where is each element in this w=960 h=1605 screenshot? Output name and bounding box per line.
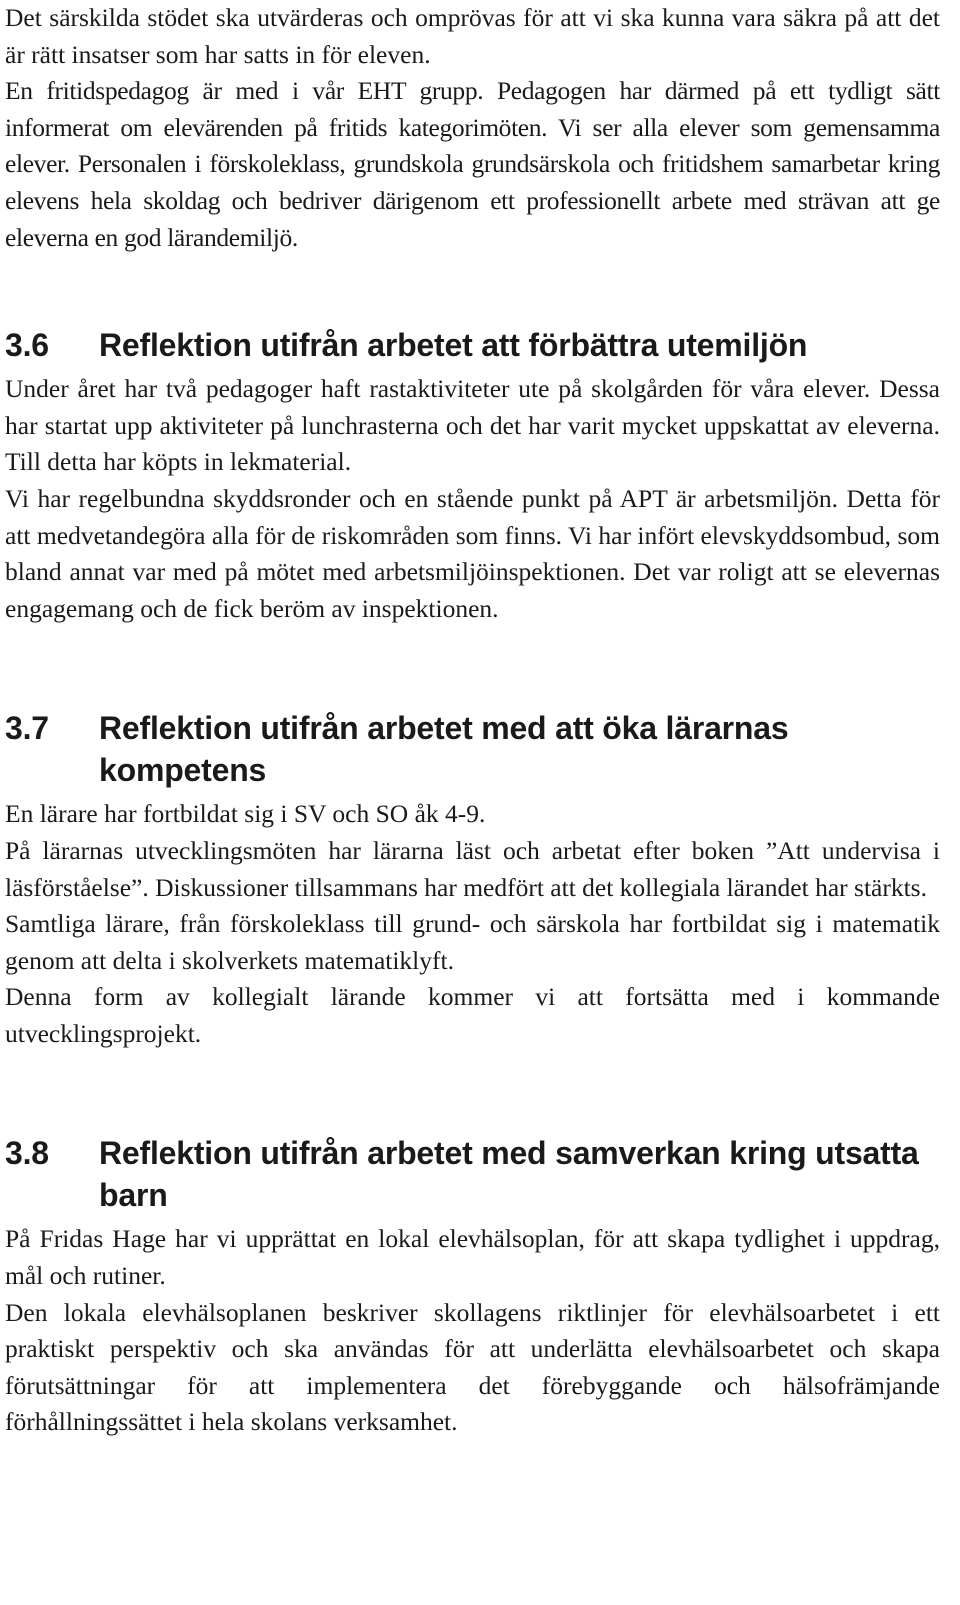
- body-paragraph: På Fridas Hage har vi upprättat en lokal elevhälsoplan, för att skapa tydlighet i uppdrag, mål och rutiner.: [5, 1224, 940, 1291]
- body-paragraph: Under året har två pedagoger haft rastaktiviteter ute på skolgården för våra elever. Dessa har startat upp aktiviteter på lunchrasterna och det har varit mycket uppskattat av eleverna. Till detta har köpts in lekmaterial.: [5, 374, 940, 477]
- section-spacer: [5, 256, 940, 324]
- section-heading: [5, 1132, 940, 1216]
- section-3-7: [5, 707, 940, 1052]
- section-spacer: [5, 1052, 940, 1132]
- body-paragraph: På lärarnas utvecklingsmöten har lärarna läst och arbetat efter boken ”Att undervisa i läsförståelse”. Diskussioner tillsammans har medfört att det kollegiala lärandet har stärkts.: [5, 835, 940, 902]
- section-heading: [5, 707, 940, 791]
- body-paragraph: Denna form av kollegialt lärande kommer vi att fortsätta med i kommande utvecklingsprojekt.: [5, 982, 940, 1048]
- section-spacer: [5, 627, 940, 707]
- section-number: 3.8: [5, 1135, 49, 1172]
- document-page: [5, 0, 940, 1441]
- intro-section: [5, 0, 940, 256]
- body-paragraph: Det särskilda stödet ska utvärderas och omprövas för att vi ska kunna vara säkra på att det är rätt insatser som har satts in för eleven.: [5, 3, 940, 69]
- section-3-6: [5, 324, 940, 627]
- body-paragraph: En lärare har fortbildat sig i SV och SO åk 4-9.: [5, 799, 486, 829]
- section-3-8: [5, 1132, 940, 1441]
- section-title: Reflektion utifrån arbetet med att öka lärarnas kompetens: [99, 710, 789, 789]
- section-number: 3.6: [5, 327, 49, 364]
- body-paragraph: En fritidspedagog är med i vår EHT grupp. Pedagogen har därmed på ett tydligt sätt informerat om elevärenden på fritids kategorimöten. Vi ser alla elever som gemensamma elever. Personalen i förskoleklass, grundskola grundsärskola och fritidshem samarbetar kring elevens hela skoldag och bedriver därigenom ett professionellt arbete med strävan att ge eleverna en god lärandemiljö.: [5, 76, 940, 252]
- section-title: Reflektion utifrån arbetet med samverkan kring utsatta barn: [99, 1135, 919, 1214]
- body-paragraph: Samtliga lärare, från förskoleklass till grund- och särskola har fortbildat sig i matematik genom att delta i skolverkets matematiklyft.: [5, 909, 940, 975]
- section-title: Reflektion utifrån arbetet att förbättra utemiljön: [99, 327, 808, 364]
- section-number: 3.7: [5, 710, 49, 747]
- body-paragraph: Den lokala elevhälsoplanen beskriver skollagens riktlinjer för elevhälsoarbetet i ett praktiskt perspektiv och ska användas för att underlätta elevhälsoarbetet och skapa förutsättningar för att implementera det förebyggande och hälsofrämjande förhållningssättet i hela skolans verksamhet.: [5, 1297, 940, 1437]
- section-heading: [5, 324, 940, 366]
- body-paragraph: Vi har regelbundna skyddsronder och en stående punkt på APT är arbetsmiljön. Detta för att medvetandegöra alla för de riskområden som finns. Vi har infört elevskyddsombud, som bland annat var med på mötet med arbetsmiljöinspektionen. Det var roligt att se elevernas engagemang och de fick beröm av inspektionen.: [5, 483, 940, 623]
